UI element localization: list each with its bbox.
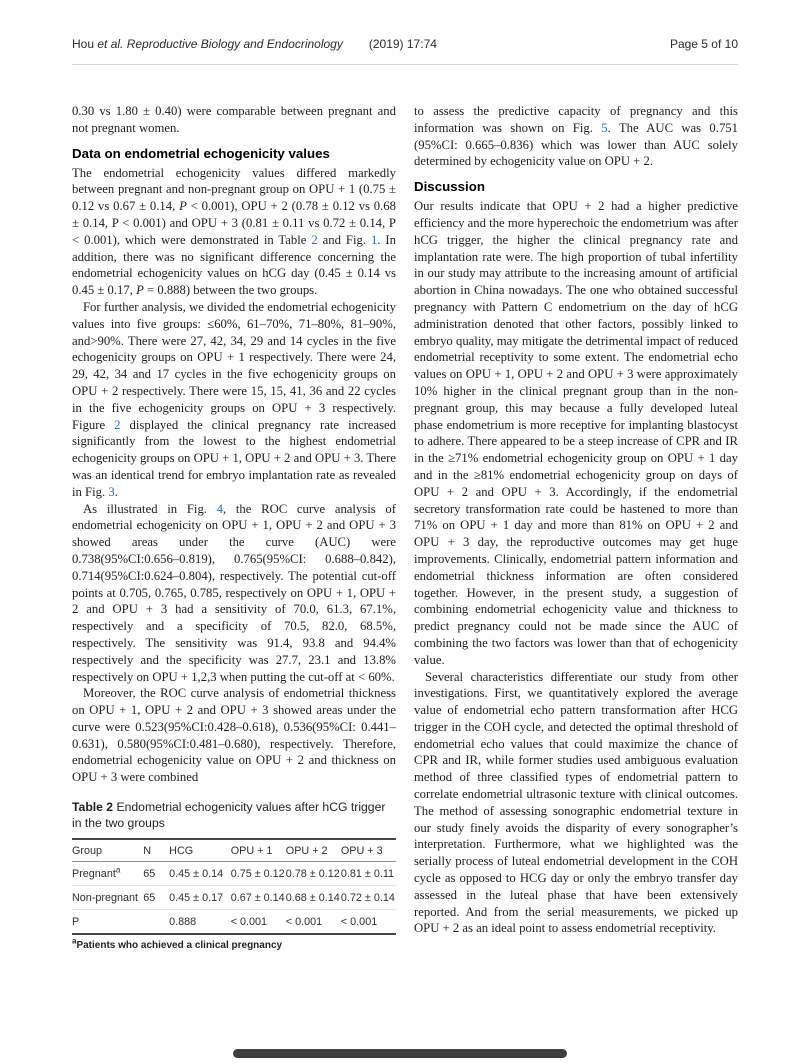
paragraph: For further analysis, we divided the endometrial echogenicity values into five groups: ≤60%, 61–70%, 71–80%, 81–90%, and>90%. There were 27, 42, 34, 29 and 14 cycles in the five echogenicity groups on OPU + 1 respectively. There were 24, 29, 42, 34 and 17 cycles in the five echogenicity groups on OPU + 2 respectively. There were 15, 15, 41, 36 and 22 cycles in the five echogenicity groups on OPU + 3 respectively. Figure 2 displayed the clinical pregnancy rate increased significantly from the lowest to the highest endometrial echogenicity groups on OPU + 1, OPU + 2 and OPU + 3. There was an identical trend for embryo implantation rate as revealed in Fig. 3. [72,299,396,499]
table-row [72,910,396,935]
figure-ref-link[interactable]: 2 [311,232,318,247]
figure-ref-link[interactable]: 4 [216,501,224,516]
table-cell: Pregnant$^a$ [72,862,143,886]
table-cell: 0.68 ± 0.14 [286,886,341,910]
paragraph: Moreover, the ROC curve analysis of endometrial thickness on OPU + 1, OPU + 2 and OPU + 3 showed areas under the curve were 0.523(95%CI:0.428–0.618), 0.536(95%CI: 0.441–0.631), 0.580(95%CI:0.481–0.680), respectively. Therefore, endometrial echogenicity value on OPU + 2 and thickness on OPU + 3 were combined [72,686,396,785]
table-header-row [72,839,396,862]
column-header: OPU + 1 [231,839,286,862]
table-cell: P [72,916,80,929]
table-cell: 0.81 ± 0.11 [341,862,396,886]
table-cell: 0.45 ± 0.17 [169,886,231,910]
table-2-label: Table 2 [72,800,114,815]
paragraph: The endometrial echogenicity values differed markedly between pregnant and non-pregnant group on OPU + 1 (0.75 ± 0.12 vs 0.67 ± 0.14, P < 0.001), OPU + 2 (0.78 ± 0.12 vs 0.68 ± 0.14, P < 0.001) and OPU + 3 (0.81 ± 0.11 vs 0.72 ± 0.14, P < 0.001), which were demonstrated in Table 2 and Fig. 1. In addition, there was no significant difference concerning the endometrial echogenicity values on hCG day (0.45 ± 0.14 vs 0.45 ± 0.17, P = 0.888) between the two groups. [72,165,396,298]
page-header [72,37,738,51]
section-heading-discussion: Discussion [414,179,485,195]
footnote-marker: a [115,865,121,875]
table-cell: < 0.001 [230,916,268,929]
table-cell: 0.78 ± 0.12 [286,862,341,886]
table-2-block [72,800,396,951]
running-head-etal: et al. [97,37,127,51]
table-2 [72,838,396,935]
column-header: OPU + 2 [286,839,341,862]
figure-ref-link[interactable]: 5 [601,120,608,135]
table-cell: 0.45 ± 0.14 [169,862,231,886]
column-header: HCG [169,839,231,862]
paragraph: Our results indicate that OPU + 2 had a higher predictive efficiency and the more hyperechoic the endometrium was after hCG trigger, the higher the clinical pregnancy rate and implantation rate were. The high proportion of tubal infertility in our study may attribute to the increasing amount of artificial abortion in China nowadays. The one who obtained successful pregnancy with Pattern C endometrium on the day of hCG administration denoted that other factors, possibly linked to embryo quality, may mitigate the detrimental impact of reduced endometrial receptivity to some extent. The endometrial echo values on OPU + 1, OPU + 2 and OPU + 3 were approximately 10% higher in the clinical pregnant group than in the non-pregnant group, this may because a fully developed luteal phase endometrium is more receptive for implanting blastocyst to adhere. There appeared to be a steep increase of CPR and IR in the ≥71% endometrial echogenicity group on OPU + 1 day and in the ≥81% endometrial echogenicity group on days of OPU + 2 and OPU + 3. Accordingly, if the endometrial secretory transformation rate could be hastened to more than 71% on OPU + 1 day and more than 81% on OPU + 2 and OPU + 3 day, the reproductive outcomes may get huge improvements. Clinically, endometrial pattern information and endometrial thickness information are often considered together. However, in the present study, a suggestion of combining endometrial echogenicity value and thickness to predict pregnancy could not be made since the AUC of combining the two factors was lower than that of echogenicity value. [414,199,738,667]
running-head [72,37,437,51]
page-number: Page 5 of 10 [669,37,738,51]
column-header: OPU + 3 [341,839,396,862]
table-2-caption [72,800,396,831]
figure-ref-link[interactable]: 3 [108,484,115,499]
table-cell: 65 [143,862,169,886]
figure-ref-link[interactable]: 2 [114,417,121,432]
running-head-author: Hou [72,37,98,51]
table-cell: 65 [143,886,169,910]
paragraph-carryover: 0.30 vs 1.80 ± 0.40) were comparable between pregnant and not pregnant women. [72,104,396,135]
table-cell: 0.67 ± 0.14 [231,886,286,910]
left-column [72,103,396,951]
table-2-footnote: $^a$Patients who achieved a clinical pregnancy [72,936,283,952]
home-indicator-bar [233,1049,567,1058]
figure-ref-link[interactable]: 1 [370,232,378,247]
paragraph: Several characteristics differentiate our study from other investigations. First, we quantitatively explored the average value of endometrial echo pattern transformation after HCG trigger in the COH cycle, and detected the optimal threshold of endometrial echo values that could maximize the chance of CPR and IR, while former studies used ambiguous evaluation method of three classified types of endometrial pattern to correlate endometrial ultrasonic texture with clinical outcomes. The method of assessing sonographic endometrial texture in our study finely avoids the disparity of every sonographer’s interpretation. Furthermore, what we highlighted was the serially process of luteal endometrial development in the COH cycle as opposed to HCG day or only the embryo transfer day assessed in the luteal phase that have been extensively reported. And from the serial measurements, we picked up OPU + 2 as an ideal point to assess endometrial receptivity. [414,669,738,936]
right-column [414,103,738,951]
article-body [72,103,738,951]
table-cell: Non-pregnant [72,886,143,910]
header-divider [72,64,738,65]
table-row [72,862,396,886]
section-heading-echogenicity: Data on endometrial echogenicity values [72,145,330,161]
table-cell: 0.75 ± 0.12 [231,862,286,886]
table-cell: < 0.001 [285,916,323,929]
column-header: N [143,839,169,862]
table-row [72,886,396,910]
table-cell: 0.72 ± 0.14 [341,886,396,910]
running-head-citation: (2019) 17:74 [368,37,437,51]
column-header: Group [72,839,143,862]
paragraph-carryover: to assess the predictive capacity of pregnancy and this information was shown on Fig. 5. The AUC was 0.751 (95%CI: 0.665–0.836) which was lower than AUC solely determined by echogenicity value on OPU + 2. [414,104,738,169]
paragraph: As illustrated in Fig. 4, the ROC curve analysis of endometrial echogenicity on OPU + 1, OPU + 2 and OPU + 3 showed areas under the curve (AUC) were 0.738(95%CI:0.656–0.819), 0.765(95%CI: 0.688–0.842), 0.714(95%CI:0.624–0.804), respectively. The potential cut-off points at 0.705, 0.765, 0.785, respectively on OPU + 1, OPU + 2 and OPU + 3 had a sensitivity of 70.0, 61.3, 67.1%, respectively and a specificity of 70.5, 82.0, 68.5%, respectively. The sensitivity was 91.4, 93.8 and 94.4% respectively and the specificity was 27.7, 23.1 and 13.8% respectively on OPU + 1,2,3 when putting the cut-off at < 60%. [72,501,396,684]
table-cell: 0.888 [169,916,197,929]
table-cell: < 0.001 [340,916,378,929]
table-2-caption-text: Endometrial echogenicity values after hCG trigger in the two groups [72,800,386,830]
footnote-marker: a [72,936,77,946]
running-head-journal: Reproductive Biology and Endocrinology [126,37,343,51]
table-cell [143,910,169,935]
